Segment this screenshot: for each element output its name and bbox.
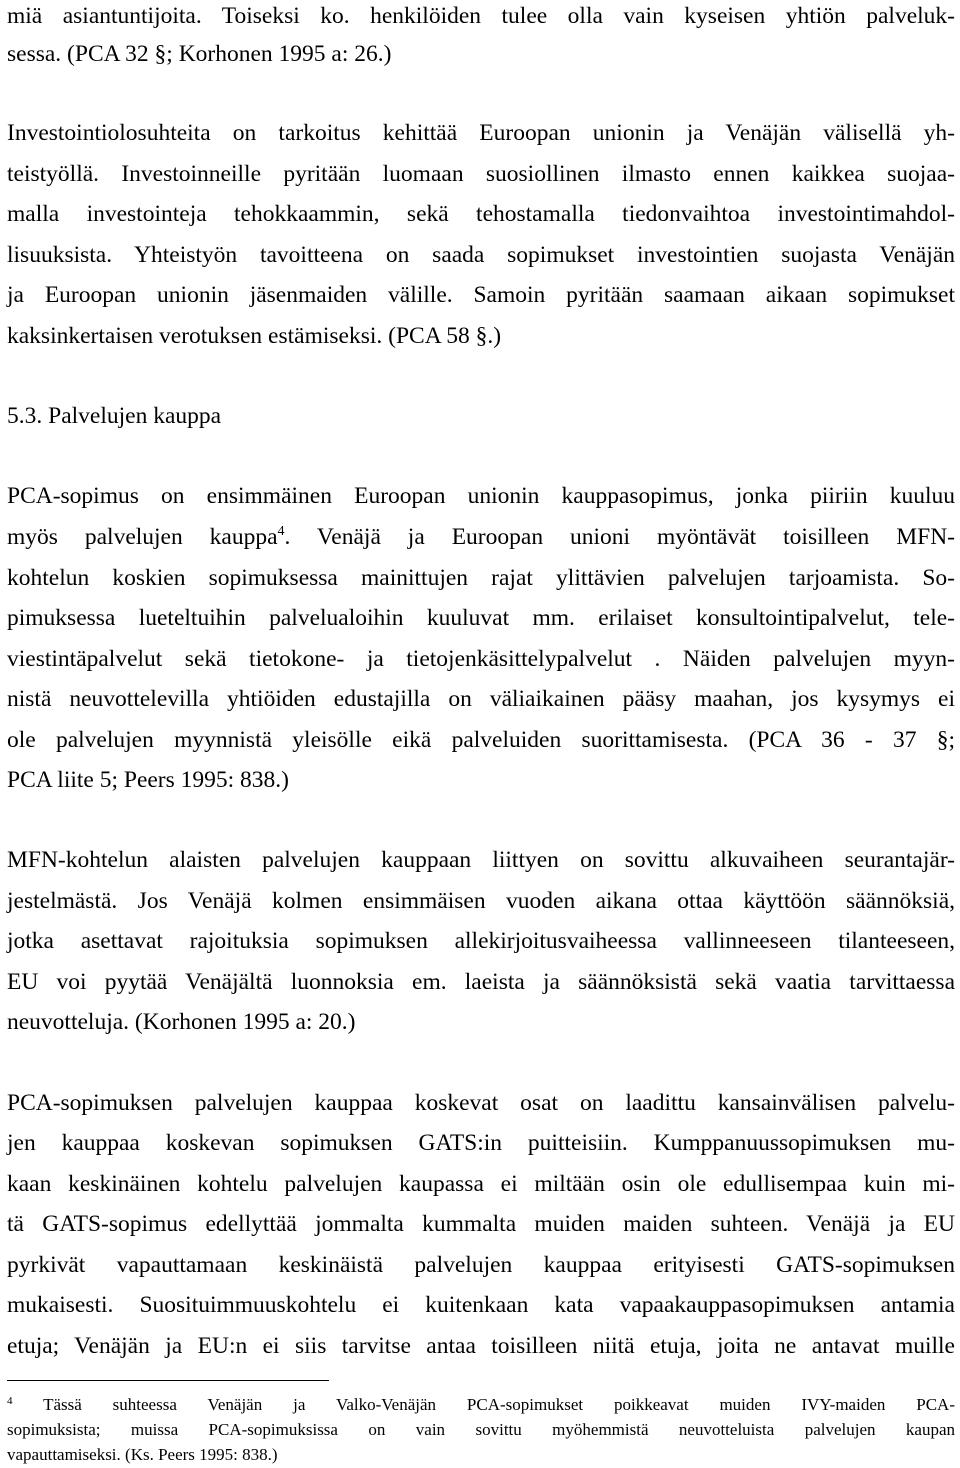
text-line: viestintäpalvelut sekä tietokone- ja tietojenkäsittelypalvelut . Näiden palvelujen myyn- [7,646,955,672]
text-line: kaan keskinäinen kohtelu palvelujen kaupassa ei miltään osin ole edullisempaa kuin mi- [7,1171,955,1197]
text-line: miä asiantuntijoita. Toiseksi ko. henkilöiden tulee olla vain kyseisen yhtiön palveluk- [7,3,955,29]
footnote-divider [7,1380,329,1381]
text-line: jen kauppaa koskevan sopimuksen GATS:in puitteisiin. Kumppanuussopimuksen mu- [7,1130,955,1156]
text-line: pyrkivät vapauttamaan keskinäistä palvelujen kauppaa erityisesti GATS-sopimuksen [7,1252,955,1278]
text-line [7,517,955,557]
text-line: sessa. (PCA 32 §; Korhonen 1995 a: 26.) [7,41,392,67]
text-line: PCA liite 5; Peers 1995: 838.) [7,767,289,793]
text-line: lisuuksista. Yhteistyön tavoitteena on saada sopimukset investointien suojasta Venäjän [7,242,955,268]
text-line: malla investointeja tehokkaammin, sekä tehostamalla tiedonvaihtoa investointimahdol- [7,201,955,227]
footnote-line: sopimuksista; muissa PCA-sopimuksissa on vain sovittu myöhemmistä neuvotteluista palvelujen kaupan [7,1420,955,1439]
text-line: mukaisesti. Suosituimmuuskohtelu ei kuitenkaan kata vapaakauppasopimuksen antamia [7,1292,955,1318]
text-span: . Venäjä ja Euroopan unioni myöntävät toisilleen MFN- [284,524,955,550]
text-line: nistä neuvottelevilla yhtiöiden edustajilla on väliaikainen pääsy maahan, jos kysymys ei [7,686,955,712]
text-line: neuvotteluja. (Korhonen 1995 a: 20.) [7,1009,356,1035]
text-line: pimuksessa lueteltuihin palvelualoihin kuuluvat mm. erilaiset konsultointipalvelut, tele- [7,605,955,631]
text-line: jotka asettavat rajoituksia sopimuksen allekirjoitusvaiheessa vallinneeseen tilanteeseen, [7,928,955,954]
text-line: MFN-kohtelun alaisten palvelujen kauppaan liittyen on sovittu alkuvaiheen seurantajär- [7,847,955,873]
text-line: teistyöllä. Investoinneille pyritään luomaan suosiollinen ilmasto ennen kaikkea suojaa- [7,161,955,187]
text-line: jestelmästä. Jos Venäjä kolmen ensimmäisen vuoden aikana ottaa käyttöön säännöksiä, [7,888,955,914]
text-line: PCA-sopimus on ensimmäinen Euroopan unionin kauppasopimus, jonka piiriin kuuluu [7,483,955,509]
text-line: Investointiolosuhteita on tarkoitus kehittää Euroopan unionin ja Venäjän välisellä yh- [7,120,955,146]
text-line: kaksinkertaisen verotuksen estämiseksi. (PCA 58 §.) [7,323,502,349]
text-line: kohtelun koskien sopimuksessa mainittujen rajat ylittävien palvelujen tarjoamista. So- [7,565,955,591]
text-span: myös palvelujen kauppa [7,524,278,550]
text-line: tä GATS-sopimus edellyttää jommalta kummalta muiden maiden suhteen. Venäjä ja EU [7,1211,955,1237]
footnote-marker: 4 [7,1395,13,1407]
section-heading: 5.3. Palvelujen kauppa [7,403,222,429]
footnote-line: vapauttamiseksi. (Ks. Peers 1995: 838.) [7,1445,278,1464]
text-line: ja Euroopan unionin jäsenmaiden välille. Samoin pyritään saamaan aikaan sopimukset [7,282,955,308]
text-line: EU voi pyytää Venäjältä luonnoksia em. laeista ja säännöksistä sekä vaatia tarvittaessa [7,969,955,995]
text-line: etuja; Venäjän ja EU:n ei siis tarvitse antaa toisilleen niitä etuja, joita ne antavat muille [7,1333,955,1359]
text-line: PCA-sopimuksen palvelujen kauppaa koskevat osat on laadittu kansainvälisen palvelu- [7,1090,955,1116]
text-line: ole palvelujen myynnistä yleisölle eikä palveluiden suorittamisesta. (PCA 36 - 37 §; [7,727,955,753]
footnote-reference: 4 [277,524,285,539]
footnote-line [7,1392,955,1418]
footnote-text: Tässä suhteessa Venäjän ja Valko-Venäjän PCA-sopimukset poikkeavat muiden IVY-maiden PCA- [12,1395,955,1414]
